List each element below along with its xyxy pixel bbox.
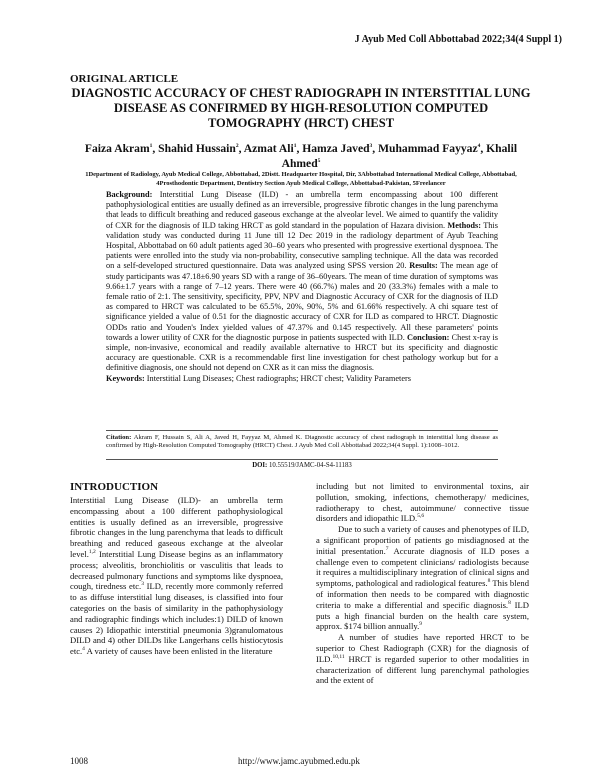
journal-header: J Ayub Med Coll Abbottabad 2022;34(4 Suppl 1) <box>354 34 562 45</box>
keywords-text: Interstitial Lung Diseases; Chest radiographs; HRCT chest; Validity Parameters <box>146 373 412 383</box>
author: Muhammad Fayyaz$^4$ <box>378 142 481 155</box>
author: Shahid Hussain$^2$ <box>158 142 239 155</box>
page-number: 1008 <box>70 756 88 766</box>
citation <box>106 434 498 451</box>
intro-column-left <box>70 495 283 657</box>
citation-label: Citation: <box>106 434 132 441</box>
conclusion-text: Chest x-ray is simple, non-invasive, economical and readily available alternative to HRCT but its specificity and diagnostic accuracy are questionable. CXR is a recommendable first line investigation for chest pathology workup but for a definitive diagnosis, one should not depend on CXR as it can miss the diagnosis. <box>106 332 498 373</box>
doi-label: DOI: <box>252 462 268 469</box>
paragraph: A number of studies have reported HRCT to be superior to Chest Radiograph (CXR) for the diagnosis of ILD.$^{10,11}$ HRCT is regarded superior to other modalities in characterization of different lung parenchymal pathologies and the extent of <box>316 632 529 686</box>
divider <box>106 430 498 431</box>
methods-label: Methods: <box>447 220 482 230</box>
affiliations: 1Department of Radiology, Ayub Medical College, Abbottabad, 2Distt. Headquarter Hospital, Dir, 3Abbottabad International Medical College, Abbottabad, 4Prosthodontic Department, Dentistry Section Ayub Medical College, Abbottabad-Pakistan, 5Freelancer <box>85 171 517 187</box>
results-text: The mean age of study participants was 47.18±6.90 years SD with a range of 36–60years. The mean of time duration of symptoms was 9.66±1.7 years with a range of 7–12 years. There were 40 (66.7%) males and 20 (33.3%) females with a male to female ratio of 2:1. The sensitivity, specificity, PPV, NPV and Diagnostic Accuracy of CXR for the diagnosis of ILD as compared to HRCT was calculated to be 65.5%, 20%, 90%, 5% and 61.66% respectively. A chi square test of significance yielded a value of 0.51 for the diagnostic accuracy of CXR for ILD as compared to HRCT. Diagnostic ODDs ratio and Youden's Index yielded values of 47.37% and 0.145 respectively. All these parameters' points towards a lower utility of CXR for the diagnostic purpose in patients suspected with ILD. <box>106 261 499 342</box>
background-label: Background: <box>106 190 153 199</box>
author: Hamza Javed$^3$ <box>302 142 373 155</box>
section-heading-introduction: INTRODUCTION <box>70 481 159 493</box>
paragraph: Due to such a variety of causes and phenotypes of ILD, a significant proportion of patients go misdiagnosed at the initial presentation.$^7$ Accurate diagnosis of ILD poses a challenge even to competent clinicians/ radiologists because it requires a multidisciplinary integration of clinical signs and symptoms, pathological and radiological features.$^8$ This blend of information then needs to be compared with diagnostic criteria to make a differential and specific diagnosis.$^8$ ILD puts a high financial burden on the health care system, approx. $174 billion annually.$^9$ <box>316 524 529 632</box>
results-label: Results: <box>409 261 438 271</box>
doi-link[interactable]: 10.55519/JAMC-04-S4-11183 <box>269 462 352 469</box>
citation-text: Akram F, Hussain S, Ali A, Javed H, Fayyaz M, Ahmed K. Diagnostic accuracy of chest radiograph in interstitial lung disease as confirmed by High-Resolution Computed Tomography (HRCT) Chest. J Ayub Med Coll Abbottabad 2022;34(4 Suppl. 1):1008–1012. <box>106 434 498 450</box>
divider <box>106 459 498 460</box>
doi <box>106 462 498 469</box>
author: Azmat Ali$^1$ <box>243 142 297 155</box>
article-type: ORIGINAL ARTICLE <box>70 73 179 85</box>
methods-text: This validation study was conducted during 11 June till 12 Dec 2019 in the radiology department of Ayub Teaching Hospital, Abbottabad on 60 adult patients aged 30–60 years who presented with progressive exertional dyspnoea. The patients were enrolled into the study via non-probability, consecutive sampling technique. All the data was recorded on a self-developed structured questionnaire. Data was analyzed using SPSS version 20. <box>106 220 498 271</box>
abstract <box>106 190 498 384</box>
keywords-label: Keywords: <box>106 373 145 383</box>
paragraph: including but not limited to environmental toxins, air pollution, smoking, infections, chemotherapy/ medicines, radiotherapy to chest, autoimmune/ connective tissue disorders and idiopathic ILD.$^{5,6}$ <box>316 481 529 524</box>
paragraph: Interstitial Lung Disease (ILD)- an umbrella term encompassing about a 100 different pathophysiological entities is usually defined as an irreversible, progressive fibrotic changes in the lung parenchyma that leads to difficult breathing and reduced gaseous exchange at the alveolar level.$^{1,2}$ Interstitial Lung Disease begins as an inflammatory process; alveolitis, bronchiolitis or vasculitis that leads to decreased pulmonary functions and symptoms like dyspnoea, cough, tiredness etc.$^3$ ILD, recently more commonly referred to as diffuse interstitial lung diseases, is classified into four categories on the basis of similarity in the pathophysiology and radiographic findings which includes:1) DILD of known causes 2) Idiopathic interstitial pneumonia 3)granulomatous DILD and 4) other DILDs like Langerhans cells histiocytosis etc.$^4$ A variety of causes have been enlisted in the literature <box>70 495 283 657</box>
background-text: Interstitial Lung Disease (ILD) - an umbrella term encompassing about 100 different pathophysiological entities are usually defined as an irreversible, progressive fibrotic changes in the lung parenchyma that leads to difficult breathing and reduced gaseous exchange at the alveolar level. We aimed to quantify the validity of CXR for the diagnosis of ILD taking HRCT as gold standard in the population of Hazara division. <box>106 190 498 230</box>
article-title: DIAGNOSTIC ACCURACY OF CHEST RADIOGRAPH IN INTERSTITIAL LUNG DISEASE AS CONFIRMED BY HIGH-RESOLUTION COMPUTED TOMOGRAPHY (HRCT) CHEST <box>71 86 531 130</box>
intro-column-right <box>316 481 529 686</box>
author: Faiza Akram$^1$ <box>84 142 153 155</box>
author: Khalil Ahmed$^5$ <box>281 142 518 170</box>
conclusion-label: Conclusion: <box>407 332 450 342</box>
author-list: Faiza Akram$^1$, Shahid Hussain$^2$, Azmat Ali$^1$, Hamza Javed$^3$, Muhammad Fayyaz$^4$, Khalil Ahmed$^5$ <box>84 142 518 170</box>
journal-url[interactable]: http://www.jamc.ayubmed.edu.pk <box>238 756 360 766</box>
